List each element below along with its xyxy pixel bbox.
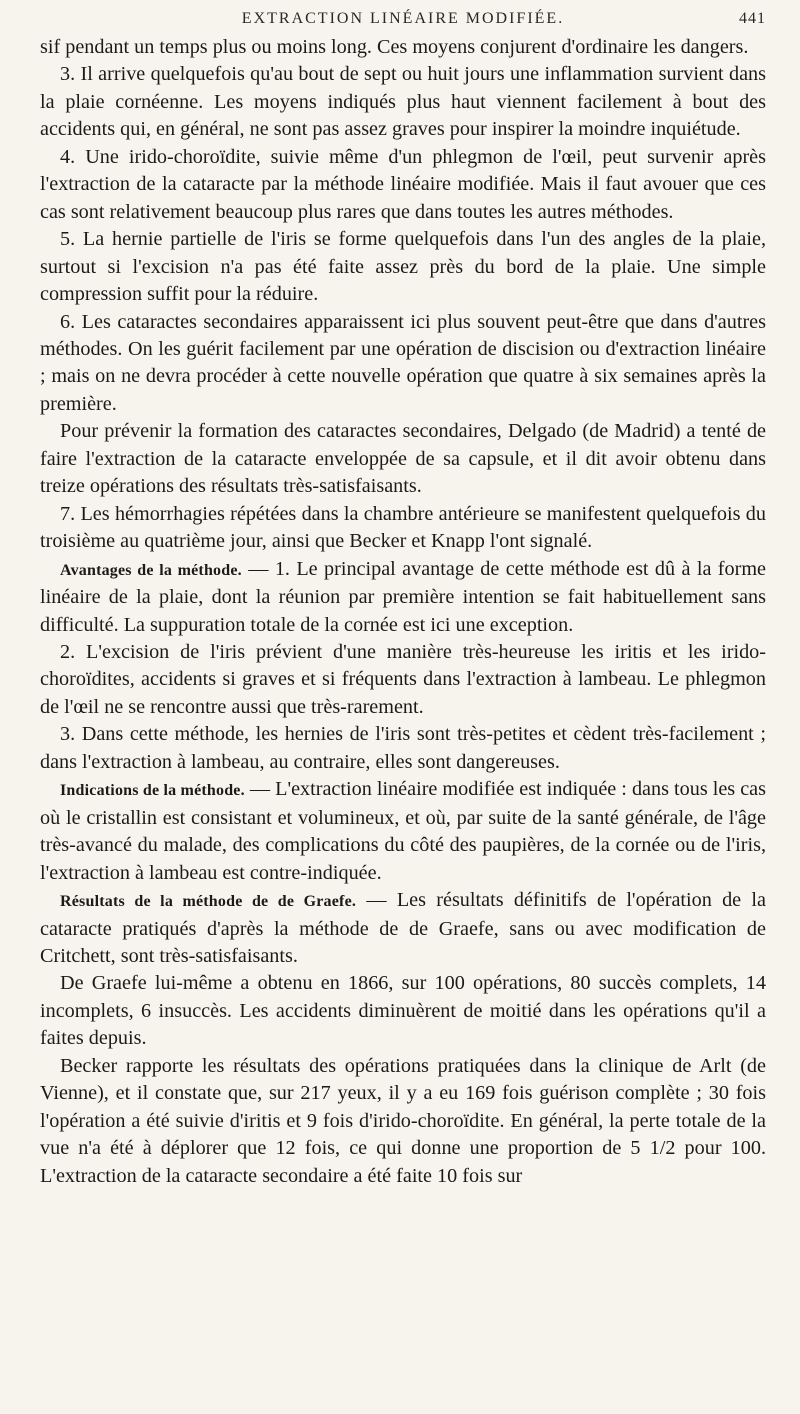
paragraph	[40, 144, 766, 226]
paragraph-text: 2. L'excision de l'iris prévient d'une manière très-heureuse les iritis et les irido-choroïdites, accidents si graves et si fréquents dans l'extraction à lambeau. Le phlegmon de l'œil ne se rencontre aussi que très-rarement.	[40, 640, 766, 718]
running-head-title: EXTRACTION LINÉAIRE MODIFIÉE.	[241, 10, 565, 27]
paragraph-text: sif pendant un temps plus ou moins long. Ces moyens conjurent d'ordinaire les dangers.	[40, 36, 749, 58]
paragraph-text: — Les résultats définitifs de l'opération de la cataracte pratiqués d'après la méthode de de Graefe, sans ou avec modification de Critchett, sont très-satisfaisants.	[40, 889, 766, 967]
paragraph	[40, 721, 766, 776]
paragraph	[40, 418, 766, 500]
paragraph-text: Becker rapporte les résultats des opérations pratiquées dans la clinique de Arlt (de Vienne), et il constate que, sur 217 yeux, il y a eu 169 fois guérison complète ; 30 fois l'opération a été suivie d'iritis et 9 fois d'irido-choroïdite. En général, la perte totale de la vue n'a été à déplorer que 12 fois, ce qui donne une proportion de 5 1/2 pour 100. L'extraction de la cataracte secondaire a été faite 10 fois sur	[40, 1054, 766, 1187]
paragraph-text: 7. Les hémorrhagies répétées dans la chambre antérieure se manifestent quelquefois du troisième au quatrième jour, ainsi que Becker et Knapp l'ont signalé.	[40, 502, 766, 553]
paragraph-text: Pour prévenir la formation des cataractes secondaires, Delgado (de Madrid) a tenté de faire l'extraction de la cataracte enveloppée de sa capsule, et il dit avoir obtenu dans treize opérations des résultats très-satisfaisants.	[40, 420, 766, 498]
paragraph-text: 3. Dans cette méthode, les hernies de l'iris sont très-petites et cèdent très-facilement ; dans l'extraction à lambeau, au contraire, elles sont dangereuses.	[40, 723, 766, 773]
section-heading: Indications de la méthode.	[60, 782, 245, 800]
paragraph	[40, 970, 766, 1052]
section-heading: Résultats de la méthode de de Graefe.	[60, 893, 357, 911]
page-number: 441	[739, 10, 766, 27]
paragraph-text: De Graefe lui-même a obtenu en 1866, sur 100 opérations, 80 succès complets, 14 incomplets, 6 insuccès. Les accidents diminuèrent de moitié dans les opérations qu'il a faites depuis.	[40, 972, 766, 1050]
paragraph	[40, 639, 766, 721]
running-head	[40, 4, 766, 34]
paragraph	[40, 887, 766, 970]
paragraph	[40, 1053, 766, 1190]
paragraph	[40, 776, 766, 887]
paragraph	[40, 34, 766, 61]
paragraph-text: — L'extraction linéaire modifiée est indiquée : dans tous les cas où le cristallin est consistant et volumineux, et où, par suite de la santé générale, de l'âge très-avancé du malade, des complications du côté des paupières, de la cornée ou de l'iris, l'extraction à lambeau est contre-indiquée.	[40, 778, 766, 884]
paragraph	[40, 501, 766, 556]
paragraph-text: 4. Une irido-choroïdite, suivie même d'un phlegmon de l'œil, peut survenir après l'extraction de la cataracte par la méthode linéaire modifiée. Mais il faut avouer que ces cas sont relativement beaucoup plus rares que dans toutes les autres méthodes.	[40, 145, 766, 223]
paragraph-text: 6. Les cataractes secondaires apparaissent ici plus souvent peut-être que dans d'autres méthodes. On les guérit facilement par une opération de discision ou d'extraction linéaire ; mais on ne devra procéder à cette nouvelle opération que quatre à six semaines après la première.	[40, 310, 766, 415]
paragraph	[40, 226, 766, 308]
paragraph	[40, 61, 766, 143]
paragraph	[40, 309, 766, 419]
paragraph-text: 3. Il arrive quelquefois qu'au bout de sept ou huit jours une inflammation survient dans la plaie cornéenne. Les moyens indiqués plus haut viennent facilement à bout des accidents qui, en général, ne sont pas assez graves pour inspirer la moindre inquiétude.	[40, 63, 766, 141]
paragraph-text: 5. La hernie partielle de l'iris se forme quelquefois dans l'un des angles de la plaie, surtout si l'excision n'a pas été faite assez près du bord de la plaie. Une simple compression suffit pour la réduire.	[40, 228, 766, 306]
paragraph-text: — 1. Le principal avantage de cette méthode est dû à la forme linéaire de la plaie, dont la réunion par première intention se fait habituellement sans difficulté. La suppuration totale de la cornée est ici une exception.	[40, 557, 767, 636]
body-text	[40, 34, 766, 1190]
paragraph	[40, 556, 766, 639]
section-heading: Avantages de la méthode.	[60, 561, 242, 579]
